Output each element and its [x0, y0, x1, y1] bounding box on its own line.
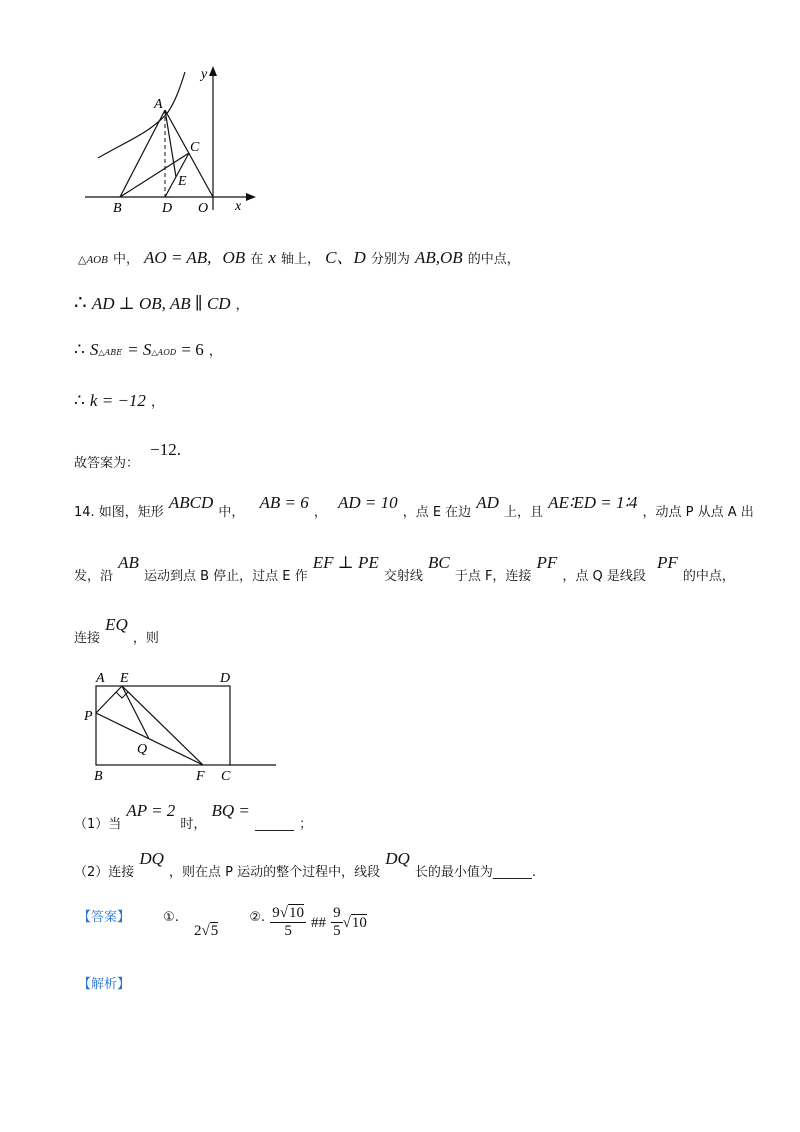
frac-den: 5 [284, 923, 292, 939]
text-midpoint: 的中点， [467, 252, 520, 267]
expr-ao-ab: AO = AB, [144, 248, 212, 267]
therefore-symbol: ∴ [74, 292, 87, 314]
text-zhou: 轴上， [281, 252, 321, 267]
text-comma: ， [151, 395, 165, 410]
answer-label: 故答案为： [74, 456, 140, 471]
label-C: C [221, 769, 231, 784]
analysis-label: 【解析】 [78, 977, 131, 992]
expr-ob: OB [222, 248, 246, 267]
expr-bc: BC [427, 553, 450, 572]
expr-ad-10: AD = 10 [337, 493, 398, 512]
text-semicolon: ； [299, 817, 313, 832]
expr-s: S [89, 340, 99, 359]
expr-ratio: AE∶ED = 1∶4 [548, 493, 638, 512]
q14-line3 [74, 615, 159, 646]
q14-line1 [74, 493, 754, 520]
text-jiao: 交射线 [383, 569, 423, 584]
label-C: C [190, 140, 200, 155]
text-fa: 发，沿 [74, 569, 114, 584]
therefore-symbol: ∴ [74, 391, 85, 410]
text-point-e: ，点 E 在边 [402, 505, 472, 520]
label-D: D [162, 201, 173, 216]
expr-x: x [268, 248, 276, 267]
text-yun: 运动到点 B 停止，过点 E 作 [143, 569, 308, 584]
text-zai: 在 [250, 252, 264, 267]
expr-ad-perp-ob: AD ⊥ OB, AB ∥ CD [91, 294, 231, 313]
text-lian: 连接 [74, 631, 101, 646]
answer-two-frac2 [331, 905, 343, 940]
label-x: x [235, 199, 242, 214]
label-A: A [154, 97, 163, 112]
expr-c-d: C、D [325, 248, 366, 267]
text-midpoint: 的中点， [682, 569, 735, 584]
therefore-symbol: ∴ [74, 340, 85, 359]
radicand-10b: 10 [351, 915, 367, 931]
expr-ap-2: AP = 2 [126, 801, 176, 820]
answer-value: −12. [150, 440, 181, 459]
figure-rectangle [80, 665, 280, 785]
text-comma: ， [208, 344, 222, 359]
prev-answer [74, 440, 181, 471]
expr-pf: PF [536, 553, 558, 572]
label-F: F [196, 769, 205, 784]
expr-dq2: DQ [385, 849, 410, 868]
expr-ab-ob: AB,OB [414, 248, 463, 267]
part2-middle: ，则在点 P 运动的整个过程中，线段 [169, 865, 381, 880]
label-A: A [96, 671, 105, 686]
triangle-aob: △AOB [78, 254, 108, 266]
x-axis-arrow-icon [246, 193, 256, 201]
answer-separator: ## [311, 915, 327, 931]
expr-ab-6: AB = 6 [259, 493, 309, 512]
text-fen: 分别为 [370, 252, 410, 267]
answer-one-marker: ①. [163, 910, 179, 925]
text-zhong: 中， [218, 505, 245, 520]
q14-answer [78, 905, 367, 940]
expr-dq: DQ [139, 849, 164, 868]
expr-pf2: PF [657, 553, 678, 572]
subscript-abe: △ABE [98, 348, 123, 357]
text-q: ，点 Q 是线段 [562, 569, 646, 584]
num-9: 9 [272, 905, 280, 921]
text-zhong: 中， [112, 252, 139, 267]
text-shang: 上，且 [504, 505, 544, 520]
part1-prefix: （1）当 [74, 817, 122, 832]
text-ze: ，则 [132, 631, 159, 646]
expr-ab: AB [118, 553, 139, 572]
text-move: ，动点 P 从点 A 出 [642, 505, 754, 520]
question-number: 14. 如图，矩形 [74, 505, 164, 520]
y-axis-arrow-icon [209, 66, 217, 76]
answer-two-frac [270, 905, 306, 940]
frac-num: 9√10 [272, 905, 304, 921]
label-E: E [178, 174, 187, 189]
answer-blank-1: ______ [255, 817, 294, 832]
prev-line3 [74, 340, 222, 360]
q14-part1 [74, 801, 313, 832]
expr-eq-s: = S [127, 340, 152, 359]
answer-label: 【答案】 [78, 910, 131, 925]
label-E: E [120, 671, 129, 686]
answer-one-value: 2√5 [194, 923, 219, 939]
answer-two-marker: ②. [249, 910, 266, 925]
prev-line4 [74, 391, 164, 411]
segment-EF [122, 686, 203, 765]
label-y: y [201, 67, 208, 82]
text-yu: 于点 F，连接 [454, 569, 532, 584]
radicand-10: 10 [288, 905, 304, 921]
q14-part2 [74, 849, 537, 880]
text-comma: ， [313, 505, 327, 520]
label-B: B [94, 769, 103, 784]
expr-bq: BQ = [211, 801, 250, 820]
figure-hyperbola-triangle [80, 60, 260, 220]
expr-eq-6: = 6 [181, 340, 204, 359]
segment-AB [120, 110, 165, 197]
text-comma: ， [235, 298, 249, 313]
segment-PE [96, 686, 122, 713]
subscript-aod: △AOD [151, 348, 177, 357]
text-shi: 时， [180, 817, 207, 832]
frac2-den: 5 [333, 923, 341, 939]
expr-eq: EQ [105, 615, 128, 634]
coef-2: 2 [194, 923, 202, 939]
label-P: P [84, 709, 93, 724]
expr-ef-perp-pe: EF ⊥ PE [312, 553, 379, 572]
part2-tail: 长的最小值为______. [414, 865, 537, 880]
frac2-num: 9 [333, 905, 341, 921]
hyperbola-curve [98, 72, 185, 158]
expr-abcd: ABCD [168, 493, 214, 512]
label-Q: Q [137, 742, 148, 757]
prev-line2 [74, 290, 249, 315]
part2-prefix: （2）连接 [74, 865, 135, 880]
prev-line1 [78, 243, 520, 268]
expr-ad: AD [476, 493, 499, 512]
radicand-5: 5 [210, 923, 219, 939]
label-B: B [113, 201, 122, 216]
q14-line2 [74, 553, 735, 584]
label-O: O [198, 201, 209, 216]
answer-two-sqrt: √10 [342, 915, 367, 931]
segment-PF [96, 713, 203, 765]
expr-k-value: k = −12 [89, 391, 146, 410]
label-D: D [220, 671, 231, 686]
